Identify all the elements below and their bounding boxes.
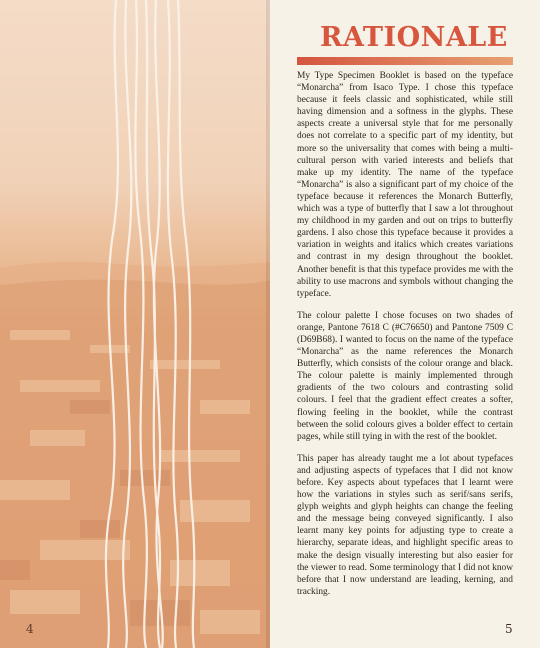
title-gradient-bar xyxy=(297,57,513,65)
paragraph-typeface: My Type Specimen Booklet is based on the typeface “Monarcha” from Isaco Type. I chose this typeface because it feels classic and sophisticated, while still having dimension and a softness in the glyphs. These aspects create a universal style that for me personally does not correlate to a specific part of my identity, but more so the universality that comes with being a multi-cultural person with varied interests and beliefs that make up my identity. The name of the typeface “Monarcha” is also a significant part of my choice of the typeface because it references the Monarch Butterfly, which was a type of butterfly that I saw a lot throughout my childhood in my garden and out on trips to butterfly gardens. I also chose this typeface because it provides a variation in weights and italics which creates variations and contrast in my design throughout the booklet. Another benefit is that this typeface provides me with the ability to use macrons and symbols without changing the typeface. xyxy=(297,71,513,299)
right-page-number: 5 xyxy=(505,622,513,636)
rationale-body xyxy=(297,70,513,608)
paragraph-colour-palette: The colour palette I chose focuses on two shades of orange, Pantone 7618 C (#C76650) and Pantone 7509 C (D69B68). I wanted to focus on the name of the typeface “Monarcha” as the name references the Monarch Butterfly, which consists of the colour orange and black. The colour palette is mainly implemented through gradients of the two colours and contrasting solid colours. I feel that the gradient effect creates a softer, flowing feeling in the booklet, while the contrast between the solid colours gives a bolder effect to certain pages, while still tying in with the rest of the booklet. xyxy=(297,310,513,442)
paragraph-learning: This paper has already taught me a lot about typefaces and adjusting aspects of typefaces that I did not know before. Key aspects about typefaces that I learnt were how the variations in styles such as serif/sans serifs, glyph weights and glyph heights can change the feeling and the message being conveyed significantly. I also learnt many key points for adjusting type to create a hierarchy, separate ideas, and highlight specific areas to make the design visually interesting but also easier for the viewer to read. Some terminology that I did not know before that I now understand are leading, kerning, and tracking. xyxy=(297,453,513,597)
page-title: RATIONALE xyxy=(320,22,508,53)
left-page-number: 4 xyxy=(26,622,34,636)
